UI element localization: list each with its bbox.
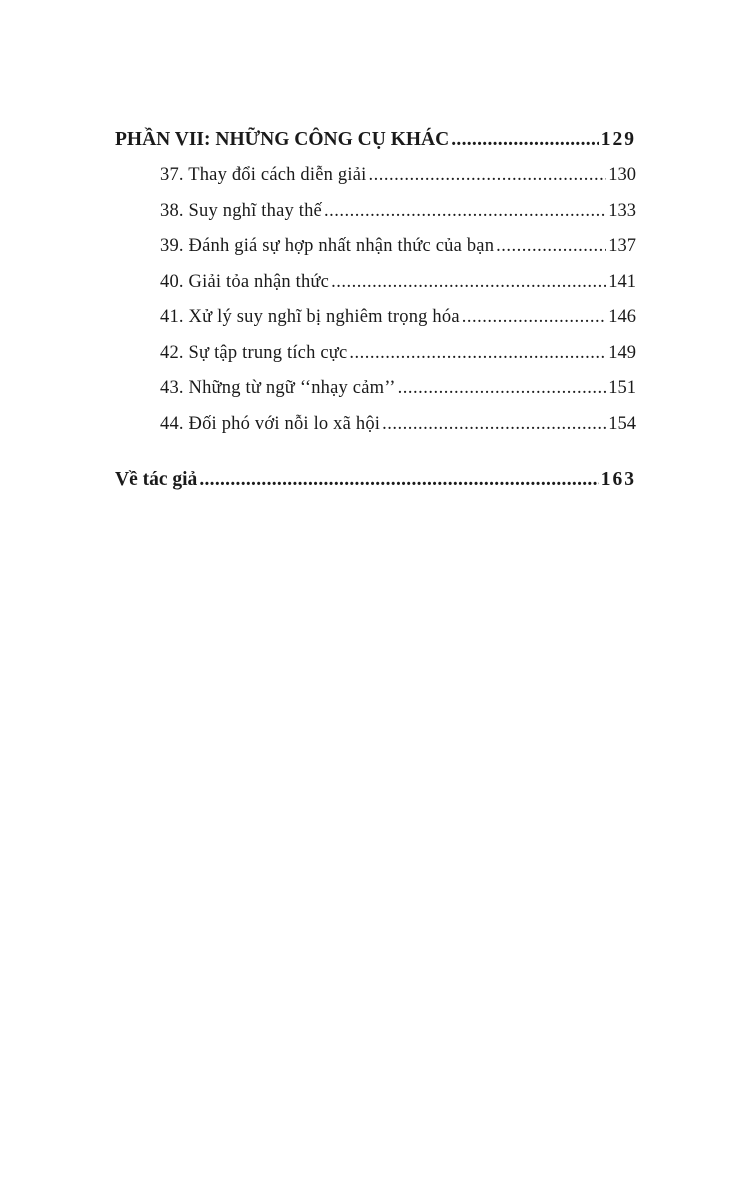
entry-page-number: 133 [608, 200, 636, 221]
toc-entry [160, 407, 636, 443]
entry-page-number: 130 [608, 165, 636, 185]
table-of-contents [115, 122, 636, 498]
about-title: Về tác giả [115, 469, 198, 490]
dot-leader [331, 265, 606, 301]
dot-leader [382, 407, 606, 443]
dot-leader [349, 336, 606, 372]
dot-leader [462, 300, 607, 336]
entry-title: 39. Đánh giá sự hợp nhất nhận thức của bạn [160, 236, 495, 256]
entry-title: 43. Những từ ngữ ‘‘nhạy cảm’’ [160, 378, 396, 398]
toc-entry [160, 265, 636, 301]
toc-entry [160, 229, 636, 265]
entry-page-number: 151 [608, 378, 636, 398]
toc-about-heading [115, 462, 636, 498]
dot-leader [451, 122, 599, 158]
dot-leader [398, 371, 607, 407]
entry-page-number: 141 [608, 271, 636, 292]
entry-title: 41. Xử lý suy nghĩ bị nghiêm trọng hóa [160, 307, 460, 327]
part-page-number: 129 [600, 129, 636, 150]
toc-entry [160, 300, 636, 336]
entry-page-number: 149 [608, 342, 636, 363]
entry-page-number: 146 [608, 307, 636, 327]
toc-entry [160, 336, 636, 372]
toc-entry [160, 194, 636, 230]
toc-entry-list [115, 158, 636, 442]
entry-title: 42. Sự tập trung tích cực [160, 342, 348, 363]
part-title: PHẦN VII: NHỮNG CÔNG CỤ KHÁC [115, 129, 450, 150]
toc-part-heading [115, 122, 636, 158]
entry-title: 37. Thay đổi cách diễn giải [160, 165, 367, 185]
entry-title: 40. Giải tỏa nhận thức [160, 271, 330, 292]
dot-leader [199, 462, 598, 498]
dot-leader [496, 229, 606, 265]
toc-entry [160, 158, 636, 194]
about-page-number: 163 [600, 469, 636, 490]
dot-leader [368, 158, 606, 194]
toc-entry [160, 371, 636, 407]
entry-title: 38. Suy nghĩ thay thế [160, 200, 322, 221]
section-spacer [115, 442, 636, 462]
dot-leader [324, 194, 606, 230]
entry-page-number: 154 [608, 413, 636, 434]
entry-title: 44. Đối phó với nỗi lo xã hội [160, 413, 381, 434]
entry-page-number: 137 [608, 236, 636, 256]
